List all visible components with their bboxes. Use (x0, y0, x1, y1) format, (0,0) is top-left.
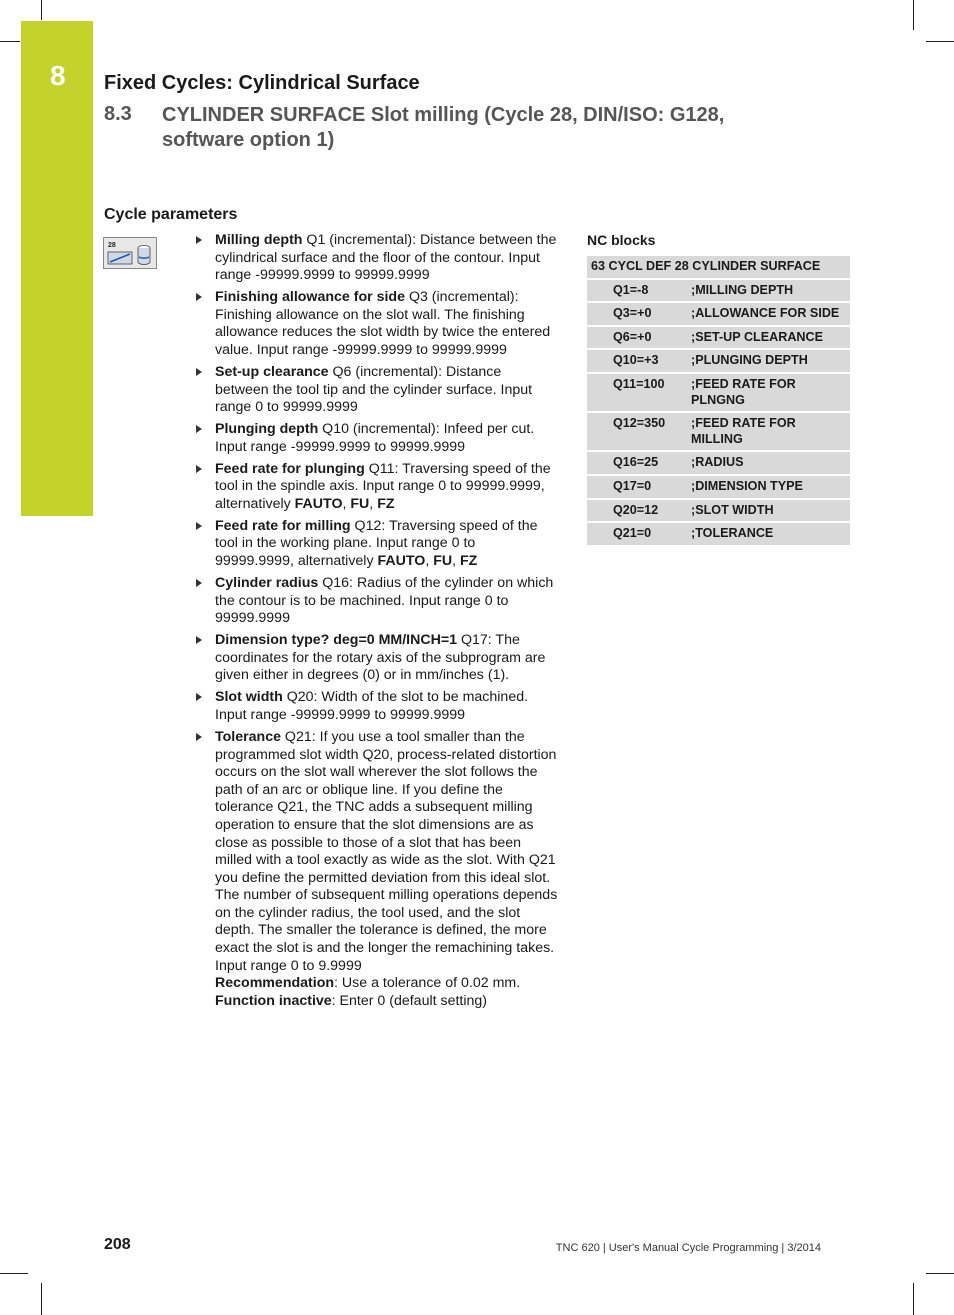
crop-mark (926, 41, 954, 42)
comment-cell: ;RADIUS (687, 451, 850, 475)
triangle-bullet-icon (196, 636, 202, 644)
table-row (587, 522, 850, 546)
comment-cell: ;FEED RATE FOR PLNGNG (687, 373, 850, 412)
table-row (587, 412, 850, 451)
table-row (587, 499, 850, 523)
function-inactive-text: : Enter 0 (default setting) (331, 992, 488, 1009)
triangle-bullet-icon (196, 733, 202, 741)
section-number: 8.3 (104, 103, 132, 125)
chapter-title: Fixed Cycles: Cylindrical Surface (104, 72, 420, 94)
q-parameter-cell: Q20=12 (587, 499, 687, 523)
triangle-bullet-icon (196, 522, 202, 530)
parameter-description: Q1 (incremental): Distance between the cylindrical surface and the floor of the contour. Input range -99999.9999 to 99999.9999 (215, 232, 557, 284)
parameter-description: Q10 (incremental): Infeed per cut. Input range -99999.9999 to 99999.9999 (215, 421, 535, 455)
option-fauto: FAUTO (377, 553, 426, 570)
comment-cell: ;SET-UP CLEARANCE (687, 326, 850, 350)
comment-cell: ;DIMENSION TYPE (687, 475, 850, 499)
triangle-bullet-icon (196, 465, 202, 473)
list-item (196, 232, 558, 285)
table-row (587, 349, 850, 373)
list-item (196, 729, 558, 1011)
page-number: 208 (104, 1236, 131, 1253)
option-fz: FZ (377, 495, 395, 512)
list-item (196, 689, 558, 724)
list-item (196, 289, 558, 359)
parameter-name: Milling depth (215, 232, 303, 248)
triangle-bullet-icon (196, 368, 202, 376)
parameter-description: Q17: The coordinates for the rotary axis of the subprogram are given either in degrees (0) or in mm/inches (1). (215, 632, 546, 684)
function-inactive-label: Function inactive (215, 992, 332, 1009)
q-parameter-cell: Q1=-8 (587, 279, 687, 303)
nc-blocks-table (587, 256, 850, 547)
triangle-bullet-icon (196, 293, 202, 301)
q-parameter-cell: Q12=350 (587, 412, 687, 451)
parameter-name: Set-up clearance (215, 363, 329, 380)
comment-cell: ;PLUNGING DEPTH (687, 349, 850, 373)
parameter-description: Q21: If you use a tool smaller than the programmed slot width Q20, process-related distortion occurs on the slot wall wherever the slot follows the path of an arc or oblique line. If you define the tolerance Q21, the TNC adds a subsequent milling operation to ensure that the slot dimensions are as close as possible to those of a slot that has been milled with a tool exactly as wide as the slot. With Q21 you define the permitted deviation from this ideal slot. The number of subsequent milling operations depends on the cylinder radius, the tool used, and the slot depth. The smaller the tolerance is defined, the more exact the slot is and the longer the remachining takes. Input range 0 to 9.9999 (215, 728, 558, 974)
parameter-name: Plunging depth (215, 421, 319, 438)
list-item (196, 364, 558, 417)
cycle-28-icon (103, 237, 157, 269)
comment-cell: ;TOLERANCE (687, 522, 850, 546)
list-item: Feed rate for plunging Q11: Traversing speed of the tool in the spindle axis. Input range 0 to 99999.9999, alternatively FAUTO, FU, FZ (196, 461, 558, 514)
q-parameter-cell: Q21=0 (587, 522, 687, 546)
triangle-bullet-icon (196, 579, 202, 587)
table-header-row (587, 256, 850, 279)
table-row (587, 279, 850, 303)
parameter-description: Q12: Traversing speed of the tool in the working plane. Input range 0 to 99999.9999, alternatively (215, 517, 538, 570)
recommendation-label: Recommendation (215, 975, 335, 992)
comment-cell: ;MILLING DEPTH (687, 279, 850, 303)
parameter-description: Q16: Radius of the cylinder on which the contour is to be machined. Input range 0 to 99999.9999 (215, 575, 554, 627)
table-row (587, 373, 850, 412)
parameter-name: Cylinder radius (215, 575, 319, 592)
q-parameter-cell: Q10=+3 (587, 349, 687, 373)
comment-cell: ;ALLOWANCE FOR SIDE (687, 302, 850, 326)
q-parameter-cell: Q6=+0 (587, 326, 687, 350)
parameter-description: Q6 (incremental): Distance between the tool tip and the cylinder surface. Input range 0 to 99999.9999 (215, 363, 533, 416)
cycle-icon-label: 28 (108, 242, 116, 249)
parameter-name: Feed rate for milling (215, 517, 351, 534)
q-parameter-cell: Q16=25 (587, 451, 687, 475)
nc-blocks-heading: NC blocks (587, 232, 656, 248)
table-header-cell: 63 CYCL DEF 28 CYLINDER SURFACE (587, 256, 850, 279)
cycle-parameters-heading: Cycle parameters (104, 206, 238, 223)
comment-cell: ;SLOT WIDTH (687, 499, 850, 523)
recommendation-text: : Use a tolerance of 0.02 mm. (334, 975, 521, 992)
table-row (587, 451, 850, 475)
parameter-name: Feed rate for plunging (215, 460, 365, 477)
parameter-description: Q3 (incremental): Finishing allowance on the slot wall. The finishing allowance reduces the slot width by twice the entered value. Input range -99999.9999 to 99999.9999 (215, 289, 551, 358)
section-title: CYLINDER SURFACE Slot milling (Cycle 28, DIN/ISO: G128, software option 1) (162, 104, 725, 151)
crop-mark (913, 1283, 914, 1315)
parameter-description: Q11: Traversing speed of the tool in the spindle axis. Input range 0 to 99999.9999, alternatively (215, 460, 551, 512)
list-item: Feed rate for milling Q12: Traversing speed of the tool in the working plane. Input range 0 to 99999.9999, alternatively FAUTO, FU, FZ (196, 518, 558, 571)
option-fauto: FAUTO (294, 495, 343, 512)
crop-mark (41, 1283, 42, 1315)
triangle-bullet-icon (196, 425, 202, 433)
triangle-bullet-icon (196, 236, 202, 244)
parameter-name: Slot width (215, 689, 283, 706)
option-fz: FZ (460, 553, 478, 570)
comment-cell: ;FEED RATE FOR MILLING (687, 412, 850, 451)
chapter-number: 8 (50, 60, 66, 91)
parameter-description: Q20: Width of the slot to be machined. Input range -99999.9999 to 99999.9999 (215, 689, 529, 723)
crop-mark (0, 1273, 28, 1274)
option-fu: FU (433, 553, 453, 570)
footer-text: TNC 620 | User's Manual Cycle Programming | 3/2014 (555, 1242, 821, 1254)
list-item (196, 632, 558, 685)
table-row (587, 302, 850, 326)
q-parameter-cell: Q3=+0 (587, 302, 687, 326)
list-item (196, 421, 558, 456)
table-row (587, 326, 850, 350)
option-fu: FU (350, 495, 370, 512)
parameter-name: Tolerance (215, 728, 281, 745)
table-row (587, 475, 850, 499)
q-parameter-cell: Q11=100 (587, 373, 687, 412)
crop-mark (926, 1273, 954, 1274)
cycle-parameter-list (196, 232, 558, 1015)
parameter-name: Finishing allowance for side (215, 289, 405, 306)
triangle-bullet-icon (196, 693, 202, 701)
parameter-name: Dimension type? deg=0 MM/INCH=1 (215, 632, 458, 649)
q-parameter-cell: Q17=0 (587, 475, 687, 499)
crop-mark (913, 0, 914, 30)
crop-mark (41, 0, 42, 20)
list-item (196, 575, 558, 628)
crop-mark (0, 41, 20, 42)
chapter-tab (21, 21, 93, 516)
